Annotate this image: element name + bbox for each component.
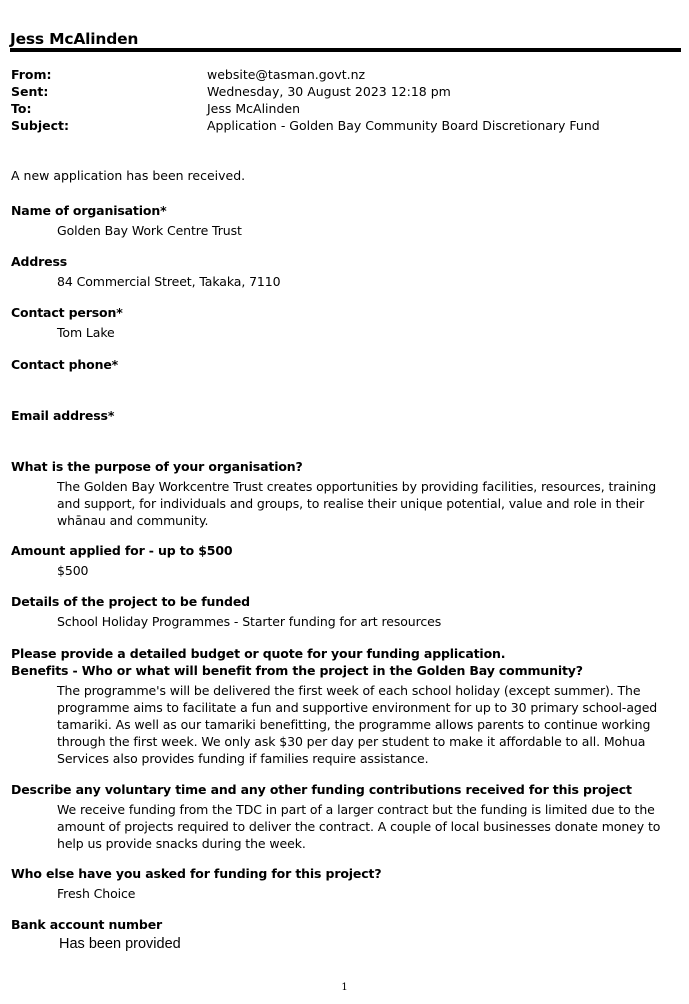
field-label: Name of organisation* bbox=[11, 203, 167, 218]
field-value: $500 bbox=[57, 563, 89, 579]
field-value bbox=[11, 376, 681, 393]
field-value: Tom Lake bbox=[57, 325, 115, 341]
field-email-address bbox=[11, 407, 681, 444]
header-sent bbox=[11, 83, 681, 100]
field-address bbox=[11, 253, 681, 290]
field-amount bbox=[11, 542, 681, 579]
header-value: Jess McAlinden bbox=[207, 101, 300, 116]
field-value: 84 Commercial Street, Takaka, 7110 bbox=[57, 274, 281, 290]
field-value: Fresh Choice bbox=[57, 886, 136, 902]
header-to bbox=[11, 100, 681, 117]
intro-text: A new application has been received. bbox=[11, 168, 246, 183]
field-voluntary bbox=[11, 781, 681, 853]
field-value: Golden Bay Work Centre Trust bbox=[57, 223, 242, 238]
field-contact-phone bbox=[11, 356, 681, 393]
field-value: The Golden Bay Workcentre Trust creates opportunities by providing facilities, resources, training and support, for individuals and groups, to realise their unique potential, value and role in their whānau and community. bbox=[57, 478, 657, 529]
header-label: To: bbox=[11, 101, 32, 116]
field-label: Please provide a detailed budget or quote for your funding application. bbox=[11, 645, 506, 661]
field-label: Contact person* bbox=[11, 305, 123, 321]
field-details bbox=[11, 593, 681, 630]
field-org-name bbox=[11, 202, 681, 239]
field-value: We receive funding from the TDC in part of a larger contract but the funding is limited due to the amount of projects required to deliver the contract. A couple of local businesses donate money to help us provide snacks during the week. bbox=[57, 801, 661, 852]
field-benefits bbox=[11, 662, 681, 768]
field-budget bbox=[11, 645, 681, 662]
header-subject bbox=[11, 117, 681, 134]
field-value bbox=[11, 427, 681, 444]
field-label: Benefits - Who or what will benefit from the project in the Golden Bay community? bbox=[11, 662, 583, 678]
field-label: Who else have you asked for funding for this project? bbox=[11, 866, 382, 882]
field-value: The programme's will be delivered the first week of each school holiday (except summer). The programme aims to facilitate a fun and supportive environment for up to 30 primary school-aged tamariki. As well as our tamariki benefitting, the programme allows parents to continue working through the first week. We only ask $30 per day per student to make it affordable to all. Mohua Services also provides funding if families require assistance. bbox=[57, 682, 658, 767]
header-rule bbox=[10, 48, 681, 52]
header-label: Subject: bbox=[11, 118, 69, 133]
field-label: Contact phone* bbox=[11, 356, 119, 372]
field-label: Amount applied for - up to $500 bbox=[11, 543, 233, 559]
field-value: School Holiday Programmes - Starter funding for art resources bbox=[57, 614, 442, 630]
sender-name: Jess McAlinden bbox=[10, 30, 139, 48]
page-number: 1 bbox=[341, 982, 348, 993]
field-label: Bank account number bbox=[11, 917, 163, 933]
header-value: Wednesday, 30 August 2023 12:18 pm bbox=[207, 84, 451, 99]
header-value: Application - Golden Bay Community Board Discretionary Fund bbox=[207, 118, 600, 133]
field-label: Address bbox=[11, 254, 68, 270]
field-value: Has been provided bbox=[59, 936, 181, 953]
field-contact-person bbox=[11, 304, 681, 341]
field-purpose bbox=[11, 458, 681, 530]
field-label: Details of the project to be funded bbox=[11, 594, 250, 610]
header-from bbox=[11, 66, 681, 83]
field-label: What is the purpose of your organisation? bbox=[11, 458, 303, 474]
field-label: Email address* bbox=[11, 407, 115, 423]
header-label: From: bbox=[11, 67, 52, 82]
email-headers bbox=[11, 66, 681, 134]
header-label: Sent: bbox=[11, 84, 49, 99]
application-fields bbox=[11, 202, 681, 954]
field-who-else bbox=[11, 865, 681, 902]
field-label: Describe any voluntary time and any other funding contributions received for this project bbox=[11, 781, 632, 797]
header-value[interactable]: website@tasman.govt.nz bbox=[207, 67, 366, 82]
field-bank bbox=[11, 916, 681, 953]
